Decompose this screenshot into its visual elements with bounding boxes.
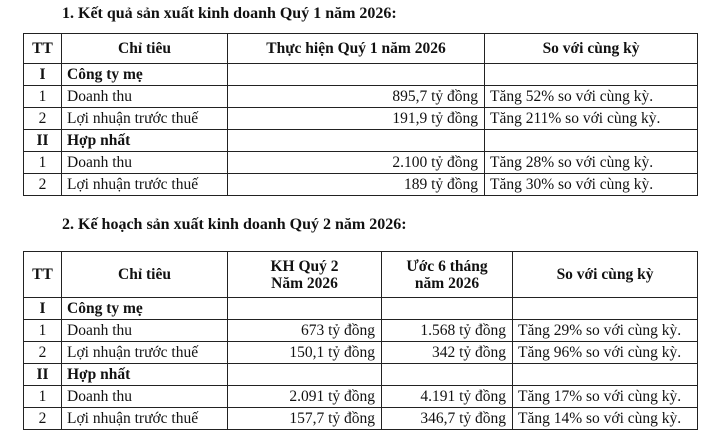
table-row xyxy=(24,342,698,364)
table-row xyxy=(24,364,698,386)
header-indicator: Chỉ tiêu xyxy=(62,252,228,298)
header-yoy: So với cùng kỳ xyxy=(513,252,698,298)
row-value: 189 tỷ đồng xyxy=(228,174,485,196)
row-label: Lợi nhuận trước thuế xyxy=(62,174,228,196)
row-label: Doanh thu xyxy=(62,386,228,408)
row-tt: I xyxy=(24,298,62,320)
table-row xyxy=(24,408,698,430)
row-label: Doanh thu xyxy=(62,86,228,108)
table-row xyxy=(24,386,698,408)
row-tt: 1 xyxy=(24,386,62,408)
table-row xyxy=(24,64,698,86)
row-plan: 157,7 tỷ đồng xyxy=(228,408,382,430)
row-label: Doanh thu xyxy=(62,152,228,174)
header-yoy: So với cùng kỳ xyxy=(485,34,698,64)
row-estimate: 346,7 tỷ đồng xyxy=(382,408,513,430)
table-row xyxy=(24,130,698,152)
row-plan xyxy=(228,364,382,386)
row-plan: 673 tỷ đồng xyxy=(228,320,382,342)
header-6month-estimate xyxy=(382,252,513,298)
table-row xyxy=(24,298,698,320)
row-value: 895,7 tỷ đồng xyxy=(228,86,485,108)
section1-title: 1. Kết quả sản xuất kinh doanh Quý 1 năm 2026: xyxy=(62,5,397,22)
row-compare xyxy=(485,130,698,152)
row-compare: Tăng 30% so với cùng kỳ. xyxy=(485,174,698,196)
row-compare: Tăng 211% so với cùng kỳ. xyxy=(485,108,698,130)
row-tt: I xyxy=(24,64,62,86)
row-tt: 1 xyxy=(24,86,62,108)
row-tt: 2 xyxy=(24,174,62,196)
row-tt: 2 xyxy=(24,408,62,430)
table-header-row xyxy=(24,34,698,64)
row-label: Lợi nhuận trước thuế xyxy=(62,342,228,364)
row-label: Hợp nhất xyxy=(62,364,228,386)
row-label: Công ty mẹ xyxy=(62,64,228,86)
row-label: Doanh thu xyxy=(62,320,228,342)
section2-title: 2. Kế hoạch sản xuất kinh doanh Quý 2 năm 2026: xyxy=(62,216,407,233)
row-compare xyxy=(513,298,698,320)
row-estimate: 342 tỷ đồng xyxy=(382,342,513,364)
row-plan: 150,1 tỷ đồng xyxy=(228,342,382,364)
row-plan: 2.091 tỷ đồng xyxy=(228,386,382,408)
header-6month-estimate-line1: Ước 6 tháng xyxy=(406,257,488,275)
row-tt: 1 xyxy=(24,320,62,342)
table-row xyxy=(24,152,698,174)
header-6month-estimate-line2: năm 2026 xyxy=(414,274,480,292)
row-estimate: 1.568 tỷ đồng xyxy=(382,320,513,342)
row-tt: 2 xyxy=(24,108,62,130)
row-label: Lợi nhuận trước thuế xyxy=(62,108,228,130)
row-label: Lợi nhuận trước thuế xyxy=(62,408,228,430)
row-estimate: 4.191 tỷ đồng xyxy=(382,386,513,408)
row-value xyxy=(228,130,485,152)
table-row xyxy=(24,320,698,342)
row-tt: II xyxy=(24,364,62,386)
q2-plan-table xyxy=(23,251,698,430)
header-tt: TT xyxy=(24,34,62,64)
row-tt: 1 xyxy=(24,152,62,174)
row-estimate xyxy=(382,298,513,320)
row-value: 2.100 tỷ đồng xyxy=(228,152,485,174)
row-compare xyxy=(513,364,698,386)
header-q2-plan-line1: KH Quý 2 xyxy=(270,257,339,275)
table-header-row xyxy=(24,252,698,298)
row-plan xyxy=(228,298,382,320)
table-row xyxy=(24,108,698,130)
header-q2-plan xyxy=(228,252,382,298)
row-compare: Tăng 29% so với cùng kỳ. xyxy=(513,320,698,342)
row-compare: Tăng 14% so với cùng kỳ. xyxy=(513,408,698,430)
table-row xyxy=(24,86,698,108)
row-compare: Tăng 96% so với cùng kỳ. xyxy=(513,342,698,364)
header-q2-plan-line2: Năm 2026 xyxy=(271,274,338,292)
row-value xyxy=(228,64,485,86)
row-compare: Tăng 17% so với cùng kỳ. xyxy=(513,386,698,408)
row-estimate xyxy=(382,364,513,386)
row-compare: Tăng 52% so với cùng kỳ. xyxy=(485,86,698,108)
row-tt: II xyxy=(24,130,62,152)
header-q1-actual: Thực hiện Quý 1 năm 2026 xyxy=(228,34,485,64)
row-compare: Tăng 28% so với cùng kỳ. xyxy=(485,152,698,174)
row-compare xyxy=(485,64,698,86)
q1-results-table xyxy=(23,33,698,196)
table-row xyxy=(24,174,698,196)
header-tt: TT xyxy=(24,252,62,298)
row-label: Công ty mẹ xyxy=(62,298,228,320)
row-label: Hợp nhất xyxy=(62,130,228,152)
header-indicator: Chỉ tiêu xyxy=(62,34,228,64)
row-value: 191,9 tỷ đồng xyxy=(228,108,485,130)
row-tt: 2 xyxy=(24,342,62,364)
